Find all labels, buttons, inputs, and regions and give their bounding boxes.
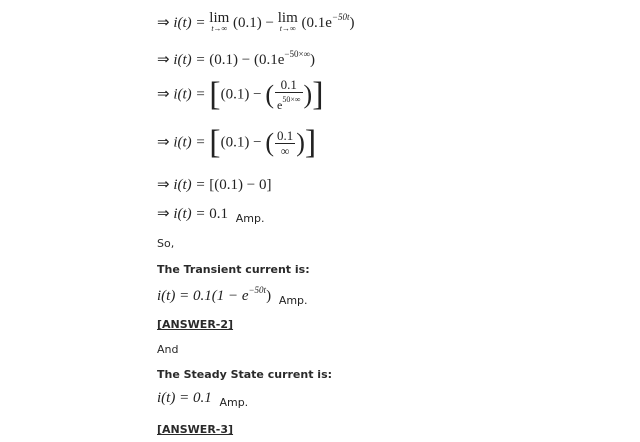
fraction: $\frac{0.1}{e^{50\times\infty}}$ [276,77,301,112]
equation-lhs: i(t) = [173,177,206,193]
unit-label: Amp. [219,396,249,409]
transient-eq-exponent: −50t [248,285,267,295]
implies-arrow: ⇒ [157,15,170,31]
transient-eq-post: ) [266,288,272,304]
equation-rhs: [(0.1) − 0] [209,177,272,193]
equation-rhs-pre: (0.1) − (0.1e [209,52,285,68]
left-bracket: [ [209,76,221,113]
equation-limit-line [157,11,355,33]
implies-arrow: ⇒ [157,86,170,103]
equation-result-line [157,204,265,225]
left-paren: ( [265,80,274,109]
limit-operator: lim t→∞ [209,10,230,33]
equation-rhs-post: ) [309,52,315,68]
unit-label: Amp. [235,212,265,225]
equation-fraction-line [157,78,324,112]
steady-state-heading: The Steady State current is: [157,368,333,381]
equation-lhs: i(t) = [173,52,206,68]
equation-rhs: 0.1 [209,206,229,222]
right-paren: ) [303,80,313,109]
limit-operator-2: lim t→∞ [277,10,298,33]
transient-equation [157,285,308,307]
transient-heading: The Transient current is: [157,263,310,276]
implies-arrow: ⇒ [157,206,170,222]
equation-lhs: i(t) = [173,206,206,222]
right-bracket: ] [304,124,317,161]
implies-arrow: ⇒ [157,177,170,193]
equation-substitution-line [157,49,315,69]
inner-term: (0.1) − [220,86,262,103]
and-text: And [157,343,179,356]
left-bracket: [ [209,124,221,161]
equation-lhs: i(t) = [173,86,206,103]
right-paren: ) [296,128,305,157]
fraction: $\frac{0.1}{\infty}$ [276,127,294,158]
implies-arrow: ⇒ [157,52,170,68]
answer-2-label: [ANSWER-2] [157,318,234,331]
so-text: So, [157,237,175,250]
answer-3-label: [ANSWER-3] [157,423,234,436]
term-exponential: $(0.1e^{-50t})$ [301,12,355,31]
steady-state-equation [157,390,248,409]
inner-term: (0.1) − [220,134,262,151]
unit-label: Amp. [278,294,308,307]
steady-eq: i(t) = 0.1 [157,390,212,406]
equation-simplified-line [157,175,271,194]
equation-infinity-line [157,126,316,160]
exponent: −50×∞ [284,49,310,59]
equation-lhs: i(t) = [173,15,206,31]
implies-arrow: ⇒ [157,134,170,151]
transient-eq-pre: i(t) = 0.1(1 − e [157,288,249,304]
term-constant: (0.1) − [233,15,274,31]
right-bracket: ] [312,76,324,113]
left-paren: ( [265,128,274,157]
equation-lhs: i(t) = [173,134,206,151]
